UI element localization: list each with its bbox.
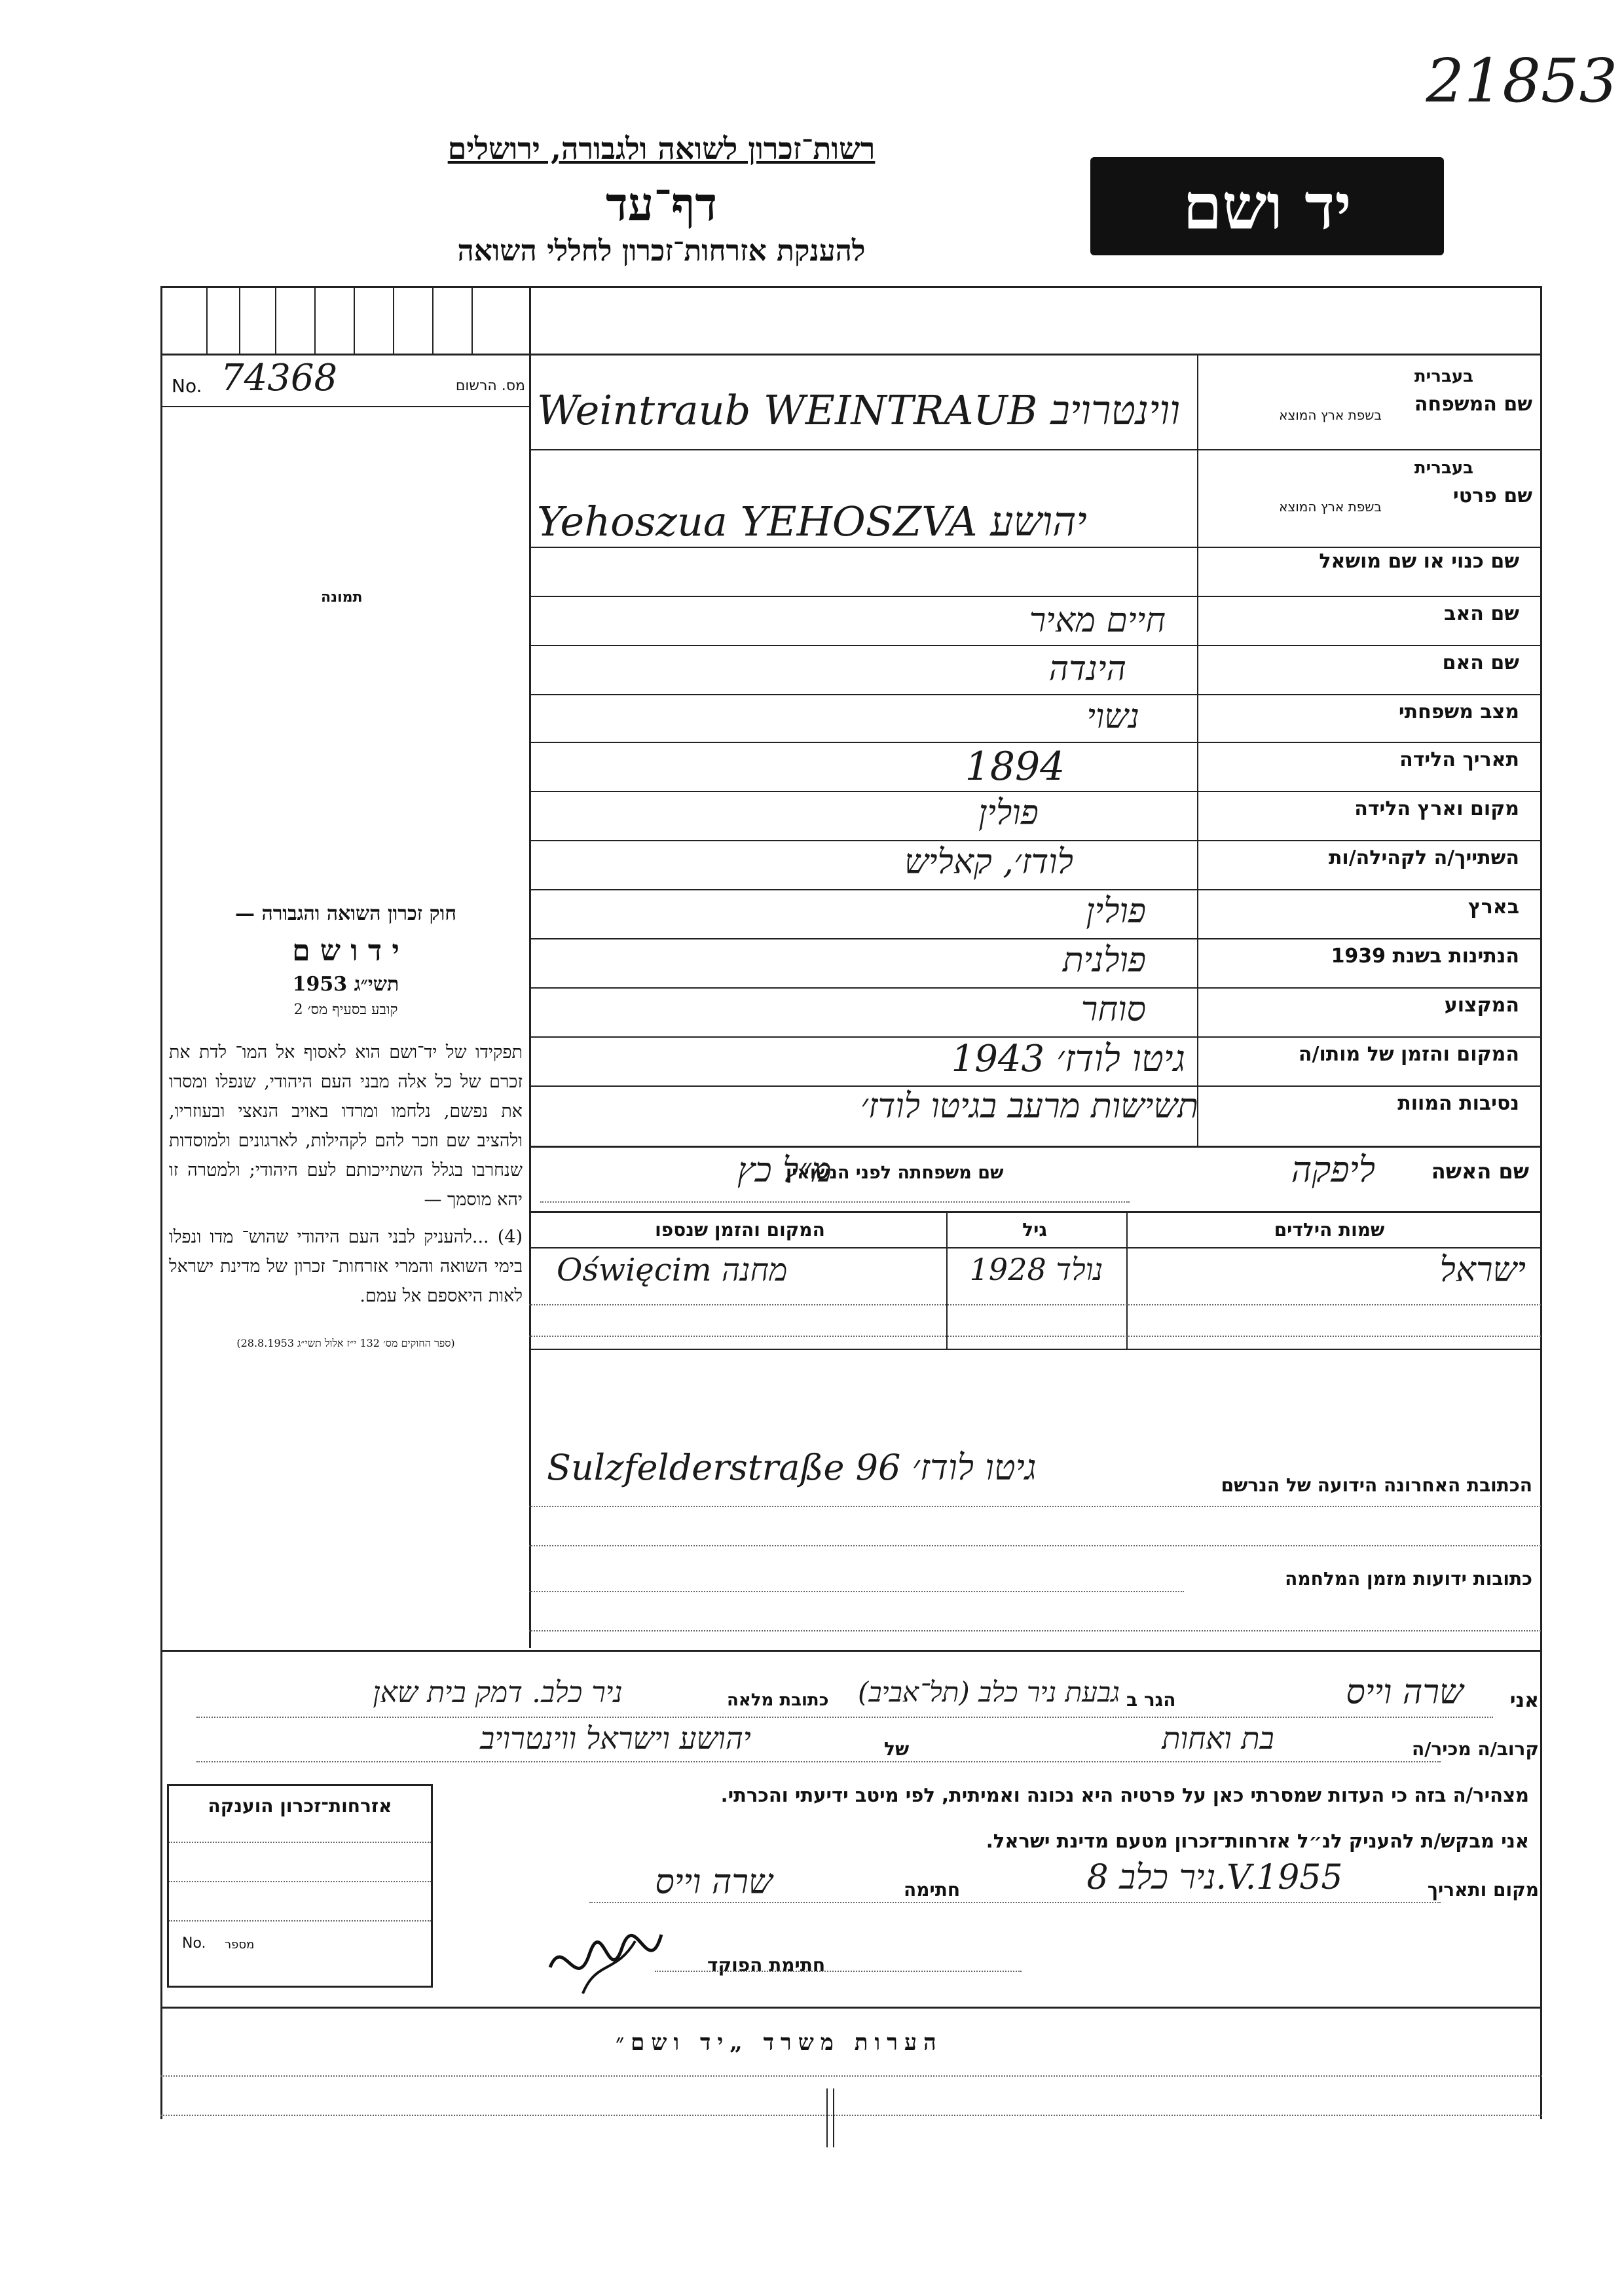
- place-date-value: ניר כלב 8.V.1955: [1086, 1858, 1343, 1897]
- given-name-label: [1205, 458, 1532, 515]
- authority-name: רשות־זכרון לשואה ולגבורה, ירושלים: [447, 131, 876, 166]
- surname-value: Weintraub WEINTRAUB ווינטרויב: [537, 386, 1181, 434]
- law-year: תשי״ג 1953: [292, 973, 399, 996]
- full-address-label: כתובת מלאה: [727, 1690, 829, 1710]
- citizenship-no-label: No.: [182, 1935, 206, 1952]
- no-label: No.: [172, 375, 202, 397]
- father-value: חיים מאיר: [1029, 601, 1166, 640]
- profession-value: סוחר: [1080, 990, 1146, 1029]
- surname-sub-hebrew: בעברית: [1414, 367, 1473, 386]
- photo-label: תמונה: [321, 589, 363, 606]
- declarant-ani-label: אני: [1509, 1689, 1539, 1712]
- father-label: שם האב: [1444, 602, 1519, 625]
- citizenship-box-title: אזרחות־זכרון הוענקה: [208, 1795, 392, 1817]
- form-subtitle: להענקת אזרחות־זכרון לחללי השואה: [457, 234, 866, 268]
- children-col-names: שמות הילדים: [1274, 1219, 1385, 1241]
- children-col-place: המקום והזמן שנספו: [655, 1219, 825, 1241]
- declaration-text: מצהיר/ה בזה כי העדות שמסרתי כאן על פרטיה היא נכונה ואמיתית, לפי מיטב ידיעתי והכרתי.: [720, 1784, 1529, 1806]
- mother-label: שם האם: [1442, 651, 1519, 674]
- birthdate-value: 1894: [965, 744, 1065, 790]
- war-address-label: כתובות ידועות מזמן המלחמה: [1285, 1568, 1532, 1590]
- children-col-age: גיל: [1022, 1219, 1047, 1241]
- child-age: נולד 1928: [969, 1252, 1103, 1287]
- death-circumstances-value: תשישות מרעב בגיטו לודז׳: [860, 1087, 1198, 1126]
- form-title: דף־עד: [605, 177, 717, 231]
- notes-title: הערות משרד „יד ושם״: [616, 2030, 943, 2056]
- law-paragraph-1: תפקידו של יד־ושם הוא לאסוף אל המו־ לדת את זכרם של כל אלה מבני העם היהודי, שנפלו ומסרו את נפשם, נלחמו ומרדו באויב הנאצי ובעוזריו, ולהציב שם וזכר להם לקהילות, לארגונים ולמוסדות שנחרבו בגלל השתייכותם לעם היהודי; ולמטרה זו יהא מוסמך —: [169, 1042, 523, 1210]
- last-address-value: Sulzfelderstraße 96 גיטו לודז׳: [547, 1447, 1037, 1488]
- profession-label: המקצוע: [1444, 994, 1519, 1017]
- place-date-label: מקום ותאריך: [1427, 1879, 1539, 1901]
- country-value: פולין: [1086, 892, 1146, 931]
- officer-signature-label: חתימת הפוקד: [707, 1954, 826, 1976]
- surname-label: [1205, 367, 1532, 423]
- death-circumstances-label: נסיבות המוות: [1397, 1092, 1519, 1115]
- citizenship-no-he: מספר: [225, 1938, 255, 1952]
- full-address-value: ניר כלב. דמק בית שאן: [373, 1676, 623, 1709]
- citizenship-value: פולנית: [1062, 941, 1146, 980]
- birthplace-value: פולין: [978, 793, 1039, 833]
- registration-number: [172, 357, 525, 403]
- birthdate-label: תאריך הלידה: [1399, 748, 1519, 771]
- wife-value: ליפקה: [1291, 1149, 1375, 1190]
- declarant-name: שרה וייס: [1346, 1673, 1464, 1712]
- officer-signature-mark: [544, 1922, 674, 2000]
- community-label: השתייך/ה לקהילה/ות: [1328, 847, 1519, 869]
- nickname-label: שם כנוי או שם מושאל: [1319, 550, 1519, 573]
- given-sub-hebrew: בעברית: [1414, 458, 1473, 478]
- logo-text: יד ושם: [1183, 169, 1352, 244]
- law-clause: קובע בסעיף מס׳ 2: [293, 1002, 398, 1018]
- of-value: יהושע וישראל ווינטרויב: [480, 1721, 751, 1756]
- law-title: חוק זכרון השואה והגבורה —: [235, 902, 456, 925]
- last-address-label: הכתובת האחרונה הידועה של הנרשם: [1221, 1474, 1532, 1496]
- registration-he-label: מס. הרשום: [455, 378, 525, 394]
- marital-value: נשוי: [1086, 697, 1139, 737]
- yad-vashem-logo: [1090, 157, 1444, 255]
- citizenship-box: [167, 1784, 433, 1988]
- country-label: בארץ: [1467, 896, 1519, 919]
- signature-value: שרה וייס: [655, 1863, 773, 1902]
- given-name-value: Yehoszua YEHOSZVA יהושע: [537, 498, 1087, 545]
- given-sub-origin: בשפת ארץ המוצא: [1279, 499, 1382, 515]
- birthplace-label: מקום וארץ הלידה: [1354, 797, 1519, 820]
- request-text: אני מבקש/ת להעניק לנ״ל אזרחות־זכרון מטעם מדינת ישראל.: [986, 1830, 1529, 1852]
- resides-label: הגר ב: [1126, 1689, 1176, 1711]
- death-place-value: גיטו לודז׳ 1943: [951, 1038, 1185, 1080]
- law-org: י ד ו ש ם: [292, 934, 399, 968]
- wife-label: שם האשה: [1431, 1159, 1529, 1184]
- relation-value: בת ואחות: [1162, 1721, 1274, 1756]
- law-paragraph-2: (4) ...להעניק לבני העם היהודי שהוש־ מדו ונפלו בימי השואה והמרי אזרחות־ זכרון של מדינת ישראל לאות היאספם אל עמם.: [169, 1227, 523, 1306]
- surname-title: שם המשפחה: [1414, 393, 1532, 416]
- resides-value: גבעת ניר כלב (תל־אביב): [857, 1676, 1120, 1708]
- relation-label: קרוב/ה מכיר/ה: [1411, 1738, 1539, 1760]
- registration-no-value: 74368: [221, 357, 338, 399]
- maiden-name-value: מ״ל כץ: [737, 1151, 832, 1190]
- child-place: Oświęcim מחנה: [557, 1252, 788, 1288]
- death-place-label: המקום והזמן של מותו/ה: [1298, 1043, 1519, 1066]
- marital-label: מצב משפחתי: [1398, 701, 1519, 723]
- community-value: לודז׳, קאליש: [904, 843, 1073, 882]
- of-label: של: [884, 1738, 910, 1760]
- mother-value: הינדה: [1048, 649, 1126, 689]
- page-number: 21853: [1426, 46, 1617, 116]
- law-box: [169, 902, 523, 1350]
- surname-sub-origin: בשפת ארץ המוצא: [1279, 407, 1382, 423]
- maiden-name-label: שם משפחתה לפני הנשואין: [786, 1163, 1004, 1183]
- child-name: ישראל: [1439, 1250, 1526, 1290]
- signature-label: חתימה: [904, 1879, 961, 1901]
- law-source: (ספר החוקים מס׳ 132 י״ז אלול תשי״ג 28.8.1953): [236, 1337, 455, 1349]
- citizenship-label: הנתינות בשנת 1939: [1331, 945, 1519, 968]
- given-title: שם פרטי: [1452, 484, 1532, 507]
